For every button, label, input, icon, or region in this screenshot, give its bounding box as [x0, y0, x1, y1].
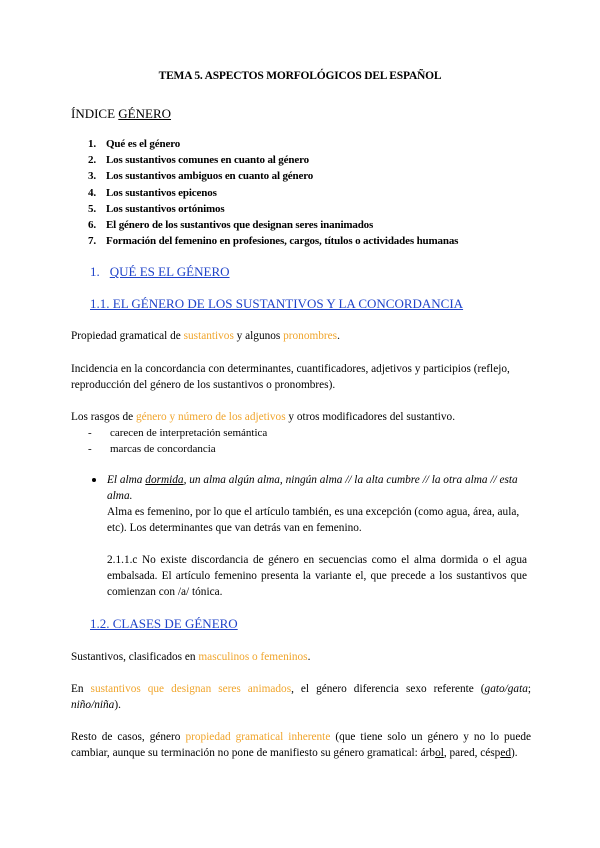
- highlight-gender-number: género y número de los adjetivos: [135, 411, 286, 423]
- index-item: 4. Los sustantivos epicenos: [88, 186, 217, 199]
- highlight-sustantivos: sustantivos: [183, 330, 234, 342]
- dash-item: - marcas de concordancia: [88, 443, 216, 455]
- section-1-2-link[interactable]: 1.2. CLASES DE GÉNERO: [90, 616, 238, 631]
- paragraph-inherent: Resto de casos, género propiedad gramatical inherente (que tiene solo un género y no lo puede cambiar, aunque su terminación no pone de manifiesto su género gramatical: árbol, pared, césped).: [71, 731, 531, 759]
- dash-item: - carecen de interpretación semántica: [88, 427, 268, 439]
- index-heading: [71, 106, 171, 122]
- index-list: [88, 136, 458, 249]
- rule-note: 2.1.1.c No existe discordancia de género en secuencias como el alma dormida o el agua embalsada. El artículo femenino presenta la variante el, que precede a los sustantivos que comienzan con /a/ tónica.: [107, 554, 527, 598]
- index-item: 7. Formación del femenino en profesiones, cargos, títulos o actividades humanas: [88, 235, 459, 248]
- example-sentences: El alma dormida, un alma algún alma, ningún alma // la alta cumbre // la otra alma // esta alma.: [107, 474, 518, 502]
- index-item: 6. El género de los sustantivos que designan seres inanimados: [88, 219, 374, 232]
- highlight-pronombres: pronombres: [283, 330, 338, 342]
- section-1-1-heading[interactable]: [90, 295, 463, 313]
- section-1-1-link[interactable]: 1.1. EL GÉNERO DE LOS SUSTANTIVOS Y LA CONCORDANCIA: [90, 296, 464, 311]
- bullet-icon: [92, 478, 96, 482]
- index-item: 5. Los sustantivos ortónimos: [88, 202, 225, 215]
- index-heading-word: GÉNERO: [118, 106, 172, 121]
- index-prefix: ÍNDICE: [71, 106, 119, 121]
- paragraph-concordance: Incidencia en la concordancia con determinantes, cuantificadores, adjetivos y participios (reflejo, reproducción del género de los sustantivos o pronombres).: [71, 363, 510, 391]
- paragraph-definition: Propiedad gramatical de sustantivos y algunos pronombres.: [71, 330, 340, 342]
- index-item: 1. Qué es el género: [88, 138, 181, 150]
- section-1-2-heading[interactable]: [90, 615, 238, 633]
- index-item: 3. Los sustantivos ambiguos en cuanto al género: [88, 170, 314, 183]
- highlight-masc-fem: masculinos o femeninos: [198, 651, 308, 663]
- paragraph-classes: Sustantivos, clasificados en masculinos o femeninos.: [71, 651, 311, 663]
- section-1-link[interactable]: QUÉ ES EL GÉNERO: [109, 264, 230, 279]
- highlight-inherent: propiedad gramatical inherente: [185, 731, 331, 743]
- index-item: 2. Los sustantivos comunes en cuanto al género: [88, 154, 309, 167]
- highlight-animate: sustantivos que designan seres animados: [90, 683, 292, 695]
- paragraph-animate: En sustantivos que designan seres animados, el género diferencia sexo referente (gato/gata; niño/niña).: [71, 683, 531, 711]
- document-title: TEMA 5. ASPECTOS MORFOLÓGICOS DEL ESPAÑOL: [158, 70, 442, 82]
- paragraph-features: Los rasgos de género y número de los adjetivos y otros modificadores del sustantivo.: [71, 411, 456, 423]
- section-1-heading[interactable]: 1. QUÉ ES EL GÉNERO: [90, 264, 230, 279]
- example-note: Alma es femenino, por lo que el artículo también, es una excepción (como agua, área, aula, etc). Los determinantes que van detrás van en femenino.: [107, 506, 520, 534]
